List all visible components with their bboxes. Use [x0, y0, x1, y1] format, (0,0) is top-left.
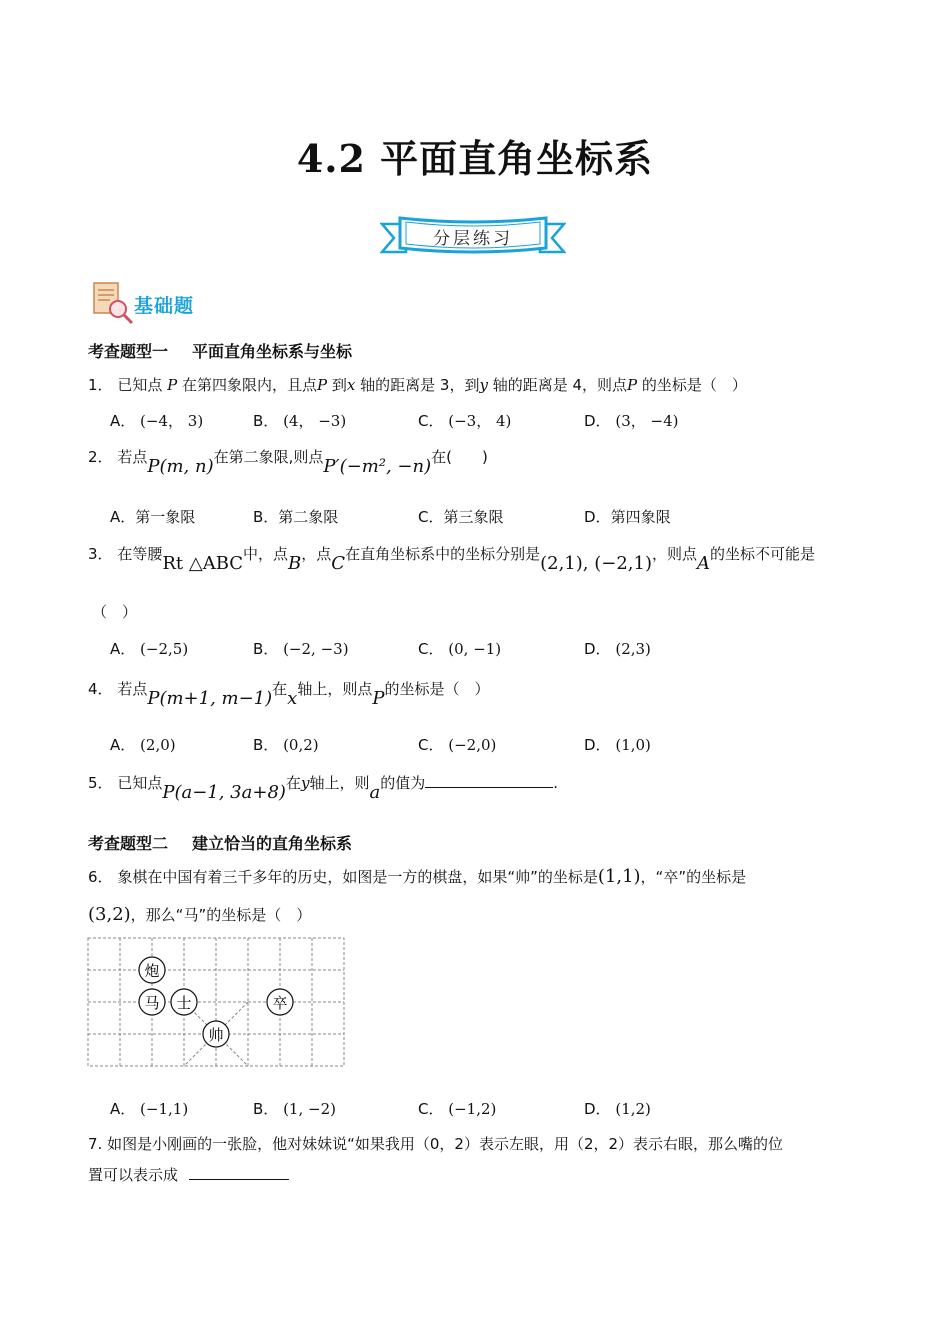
math-var: x [346, 376, 356, 394]
option-label: A． [110, 736, 136, 754]
question-text: 的坐标不可能是 [709, 545, 815, 563]
option-a[interactable] [110, 638, 188, 659]
option-label: D． [584, 508, 611, 526]
option-a[interactable] [110, 734, 176, 755]
question-text: ，“卒”的坐标是 [640, 868, 747, 886]
question-text: 已知点 [117, 774, 163, 792]
option-c[interactable] [418, 506, 504, 527]
section-title: 建立恰当的直角坐标系 [192, 834, 353, 853]
option-label: D． [584, 640, 611, 658]
chess-piece-zu [267, 989, 293, 1015]
option-label: C． [418, 736, 444, 754]
section-heading-2 [88, 831, 352, 854]
question-text: 的值为 [380, 774, 426, 792]
question-number: 4． [88, 680, 113, 698]
question-text: 若点 [117, 448, 148, 466]
math-var: P [372, 688, 385, 709]
math-expression: P(m, n) [147, 456, 214, 477]
question-text: 的坐标是（ ） [384, 680, 490, 698]
question-3 [88, 543, 815, 574]
question-text: 的坐标是（ ） [641, 376, 747, 394]
piece-label: 士 [176, 994, 192, 1012]
question-5 [88, 772, 558, 803]
option-c[interactable] [418, 1098, 496, 1119]
question-1 [88, 374, 747, 396]
math-var: C [331, 553, 346, 574]
question-text: 象棋在中国有着三千多年的历史，如图是一方的棋盘，如果“帅”的坐标是 [117, 868, 598, 886]
option-b[interactable] [253, 1098, 336, 1119]
option-value: (4， −3) [283, 412, 347, 430]
option-value: 第三象限 [443, 508, 504, 526]
option-value: (0, −1) [448, 640, 502, 658]
option-value: (−4， 3) [140, 412, 204, 430]
question-6 [88, 866, 746, 888]
option-d[interactable] [584, 734, 651, 755]
question-4 [88, 678, 490, 709]
option-b[interactable] [253, 410, 346, 431]
option-c[interactable] [418, 410, 511, 431]
answer-paren: （ ） [92, 603, 138, 621]
section-number: 考查题型二 [88, 834, 169, 853]
question-number: 3． [88, 545, 113, 563]
section-number: 考查题型一 [88, 342, 169, 361]
level-label: 基础题 [134, 295, 195, 317]
question-number: 2． [88, 448, 113, 466]
option-label: C． [418, 1100, 444, 1118]
section-heading-1 [88, 339, 352, 362]
question-2 [88, 446, 488, 477]
option-label: B． [253, 640, 279, 658]
question-7-line-2 [88, 1164, 289, 1186]
option-value: (2,0) [140, 736, 176, 754]
option-a[interactable] [110, 506, 195, 527]
option-value: (3， −4) [615, 412, 679, 430]
option-a[interactable] [110, 410, 203, 431]
math-expression: P′(−m², −n) [323, 456, 432, 477]
option-label: B． [253, 508, 279, 526]
option-value: (−1,2) [448, 1100, 497, 1118]
question-number: 7. [88, 1135, 103, 1153]
math-var: y [479, 376, 488, 394]
question-text: ，点 [301, 545, 332, 563]
option-label: C． [418, 412, 444, 430]
math-expression: (3,2) [88, 904, 131, 925]
math-var: x [287, 688, 298, 709]
math-expression: (2,1), (−2,1) [540, 553, 652, 574]
question-text: ，那么“马”的坐标是（ ） [130, 906, 312, 924]
option-value: (−2,0) [448, 736, 497, 754]
level-heading [90, 281, 220, 327]
question-text: ，则点 [651, 545, 697, 563]
option-value: (1,2) [615, 1100, 651, 1118]
option-value: (2,3) [615, 640, 651, 658]
question-text: 在第二象限,则点 [213, 448, 324, 466]
option-label: C． [418, 640, 444, 658]
option-c[interactable] [418, 734, 496, 755]
option-value: (−2,5) [140, 640, 189, 658]
question-text: 中，点 [243, 545, 289, 563]
piece-label: 帅 [208, 1026, 224, 1044]
piece-label: 马 [144, 994, 160, 1012]
section-title: 平面直角坐标系与坐标 [192, 342, 353, 361]
option-d[interactable] [584, 506, 671, 527]
option-label: A． [110, 640, 136, 658]
option-value: (−2, −3) [283, 640, 349, 658]
question-text: 若点 [117, 680, 148, 698]
option-b[interactable] [253, 506, 338, 527]
question-text: 到 [331, 376, 347, 394]
math-var: y [300, 774, 310, 792]
layered-practice-banner [380, 212, 566, 262]
chess-piece-pao [139, 957, 165, 983]
math-expression: P(m+1, m−1) [147, 688, 273, 709]
option-label: B． [253, 412, 279, 430]
banner-label: 分层练习 [433, 229, 513, 249]
answer-blank[interactable] [189, 1165, 289, 1180]
option-value: (1, −2) [283, 1100, 336, 1118]
math-var: A [696, 553, 710, 574]
question-text: 轴上，则 [309, 774, 370, 792]
option-b[interactable] [253, 734, 319, 755]
question-text: 轴的距离是 4，则点 [492, 376, 628, 394]
question-text: 轴上，则点 [297, 680, 373, 698]
question-text: 已知点 [117, 376, 163, 394]
math-var: P [167, 376, 178, 394]
question-7 [88, 1133, 783, 1155]
option-d[interactable] [584, 1098, 651, 1119]
page-title: 4.2 平面直角坐标系 [296, 136, 654, 181]
option-label: D． [584, 736, 611, 754]
piece-label: 炮 [144, 962, 160, 980]
chess-piece-ma [139, 989, 165, 1015]
question-text: 置可以表示成 [88, 1166, 179, 1184]
document-magnifier-icon [90, 281, 136, 327]
question-text: 在直角坐标系中的坐标分别是 [345, 545, 541, 563]
question-text: 在 [272, 680, 288, 698]
piece-label: 卒 [272, 994, 288, 1012]
math-var: P [627, 376, 638, 394]
option-b[interactable] [253, 638, 349, 659]
question-text: 在 [285, 774, 301, 792]
option-label: B． [253, 1100, 279, 1118]
option-label: D． [584, 412, 611, 430]
option-value: (−3， 4) [448, 412, 512, 430]
option-value: 第四象限 [610, 508, 671, 526]
question-text: 在( ) [431, 448, 488, 466]
option-value: 第二象限 [278, 508, 339, 526]
chessboard-figure [86, 936, 348, 1070]
question-number: 1． [88, 376, 113, 394]
option-c[interactable] [418, 638, 501, 659]
option-label: C． [418, 508, 444, 526]
answer-blank[interactable] [425, 773, 553, 788]
question-number: 6． [88, 868, 113, 886]
option-a[interactable] [110, 1098, 188, 1119]
option-value: (1,0) [615, 736, 651, 754]
option-label: B． [253, 736, 279, 754]
question-text: 在等腰 [117, 545, 163, 563]
question-text: 如图是小刚画的一张脸，他对妹妹说“如果我用（0，2）表示左眼，用（2，2）表示右眼，那么嘴的位 [107, 1135, 784, 1153]
option-label: A． [110, 508, 136, 526]
option-value: 第一象限 [135, 508, 196, 526]
option-d[interactable] [584, 638, 651, 659]
math-var: B [288, 553, 302, 574]
question-text: . [553, 774, 558, 792]
math-expression: (1,1) [597, 866, 641, 887]
question-text: 轴的距离是 3，到 [360, 376, 480, 394]
math-expression: Rt △ABC [162, 553, 244, 574]
option-value: (0,2) [283, 736, 319, 754]
chess-piece-shuai [203, 1021, 229, 1047]
chess-piece-shi [171, 989, 197, 1015]
question-6-line-2 [88, 904, 311, 926]
question-text: 在第四象限内，且点 [182, 376, 318, 394]
math-var: P [317, 376, 328, 394]
math-var: a [369, 782, 381, 803]
option-label: A． [110, 1100, 136, 1118]
option-label: D． [584, 1100, 611, 1118]
option-d[interactable] [584, 410, 678, 431]
option-value: (−1,1) [140, 1100, 189, 1118]
math-expression: P(a−1, 3a+8) [162, 782, 286, 803]
option-label: A． [110, 412, 136, 430]
question-number: 5． [88, 774, 113, 792]
